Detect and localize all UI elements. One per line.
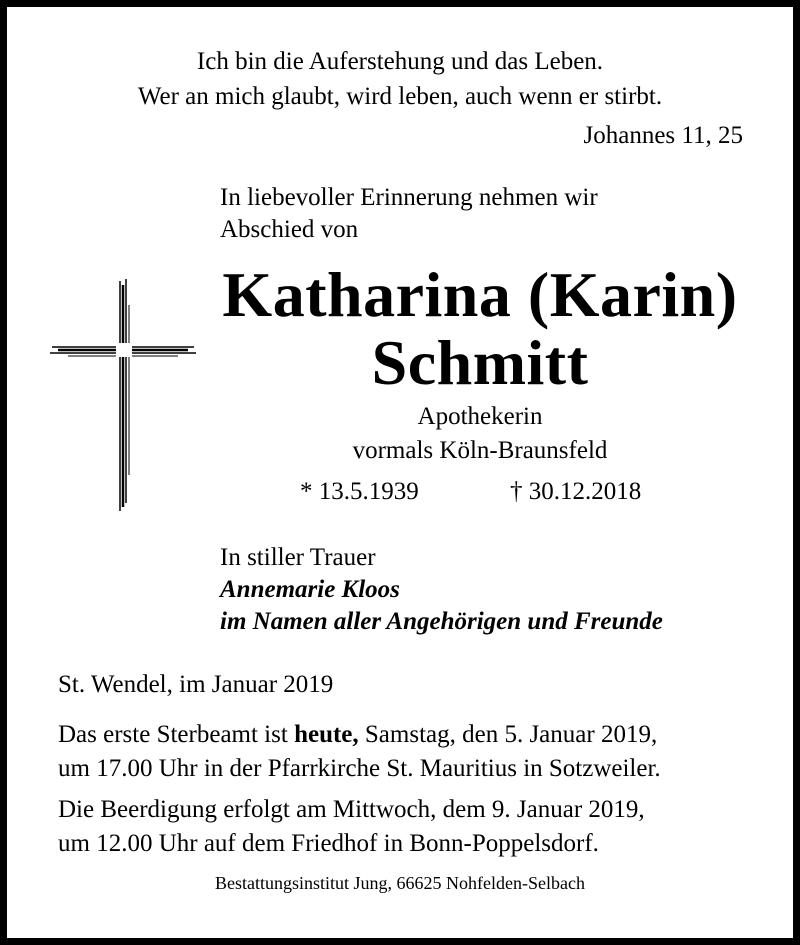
- place-date: St. Wendel, im Januar 2019: [58, 671, 334, 698]
- death-date: † 30.12.2018: [510, 478, 642, 505]
- intro-text: [220, 182, 598, 246]
- former-location: vormals Köln-Braunsfeld: [352, 437, 608, 464]
- deceased-first-name: Katharina (Karin): [222, 259, 738, 330]
- service-line-1: [58, 718, 657, 752]
- burial-line-1: Die Beerdigung erfolgt am Mittwoch, dem 9. Januar 2019,: [58, 796, 645, 823]
- mourner-group: im Namen aller Angehörigen und Freunde: [220, 608, 663, 635]
- bible-verse-line-2: Wer an mich glaubt, wird leben, auch wenn er stirbt.: [137, 83, 663, 110]
- burial-line-2: um 12.00 Uhr auf dem Friedhof in Bonn-Poppelsdorf.: [58, 830, 599, 857]
- mourners-block: [220, 542, 663, 638]
- intro-line-2: Abschied von: [220, 216, 359, 243]
- service-line-2: um 17.00 Uhr in der Pfarrkirche St. Mauritius in Sotzweiler.: [58, 755, 661, 782]
- mourner-name: Annemarie Kloos: [220, 576, 400, 603]
- service-suffix: Samstag, den 5. Januar 2019,: [364, 721, 658, 748]
- bible-reference: Johannes 11, 25: [583, 122, 743, 149]
- birth-date: * 13.5.1939: [300, 478, 419, 505]
- funeral-home: Bestattungsinstitut Jung, 66625 Nohfelden-Selbach: [215, 873, 585, 893]
- profession: Apothekerin: [417, 403, 543, 430]
- intro-line-1: In liebevoller Erinnerung nehmen wir: [220, 184, 598, 211]
- service-bold: heute,: [294, 721, 359, 748]
- bible-verse-line-1: Ich bin die Auferstehung und das Leben.: [196, 48, 604, 75]
- deceased-last-name: Schmitt: [371, 327, 589, 398]
- service-prefix: Das erste Sterbeamt ist: [58, 721, 288, 748]
- mourners-lead: In stiller Trauer: [220, 544, 376, 571]
